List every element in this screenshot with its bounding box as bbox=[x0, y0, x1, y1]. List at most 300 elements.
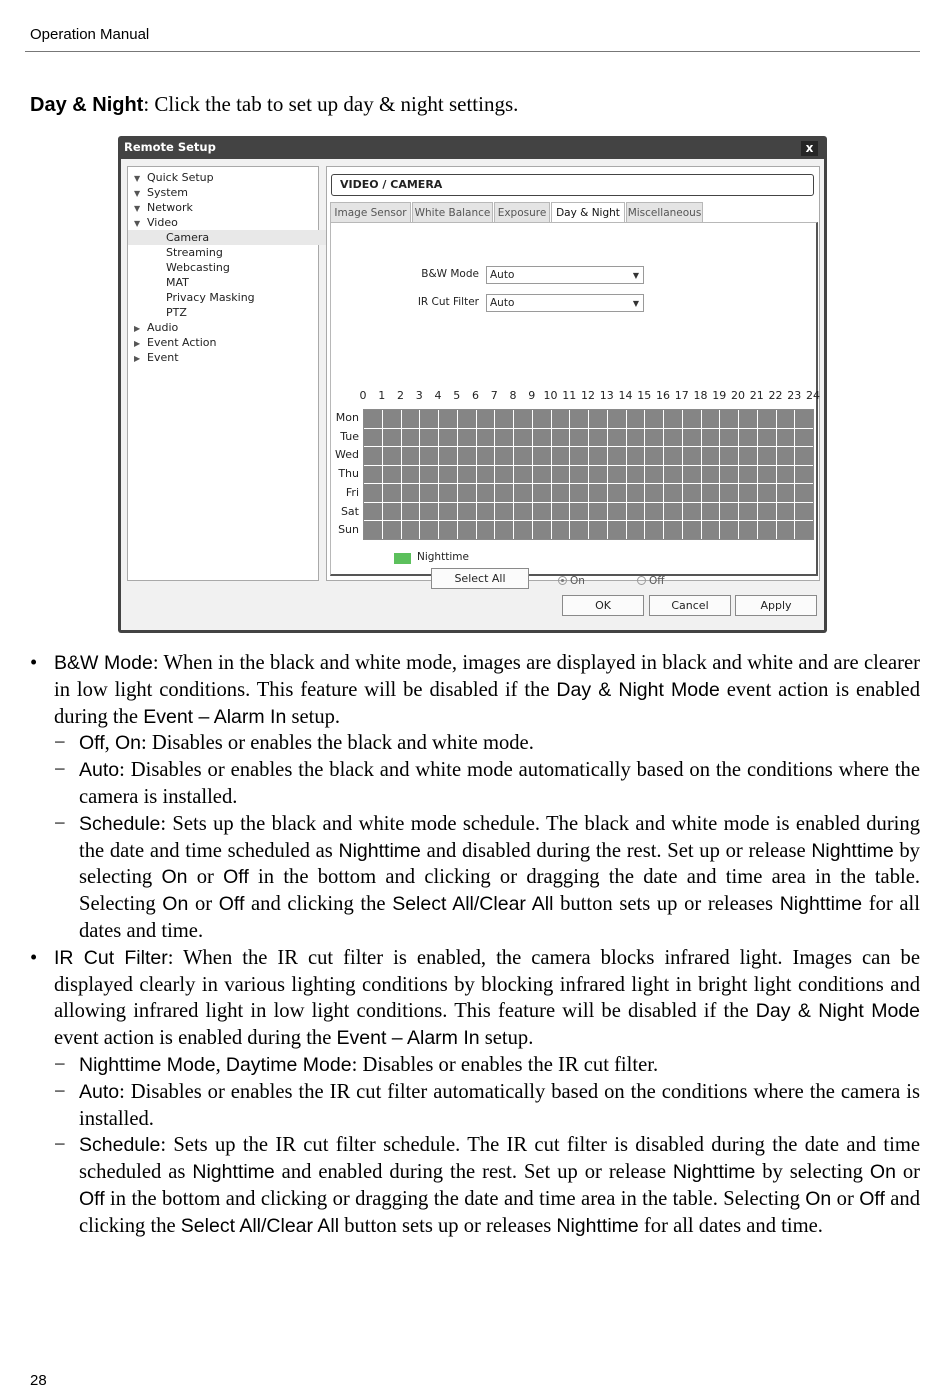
bw-sub3-on1: On bbox=[161, 866, 188, 889]
schedule-cell[interactable] bbox=[739, 429, 757, 447]
schedule-cell[interactable] bbox=[364, 429, 382, 447]
tree-item-streaming[interactable] bbox=[128, 245, 354, 260]
caret-right-icon: ▶ bbox=[134, 339, 141, 348]
schedule-cell[interactable] bbox=[739, 484, 757, 502]
schedule-cell[interactable] bbox=[758, 484, 776, 502]
schedule-cell[interactable] bbox=[645, 410, 663, 428]
ir-ref-event-alarm-in: Event – Alarm In bbox=[336, 1027, 480, 1050]
schedule-cell[interactable] bbox=[683, 466, 701, 484]
schedule-cell[interactable] bbox=[495, 521, 513, 539]
tree-item-label: Privacy Masking bbox=[166, 291, 255, 304]
schedule-cell[interactable] bbox=[608, 503, 626, 521]
schedule-cell[interactable] bbox=[495, 429, 513, 447]
day-label: Tue bbox=[340, 429, 359, 443]
schedule-cell[interactable] bbox=[683, 447, 701, 465]
schedule-cell[interactable] bbox=[795, 503, 813, 521]
day-label: Sat bbox=[340, 504, 359, 518]
schedule-cell[interactable] bbox=[758, 503, 776, 521]
hour-label: 2 bbox=[397, 389, 404, 402]
schedule-cell[interactable] bbox=[702, 429, 720, 447]
ir-sub3-t5: and clicking the bbox=[79, 1187, 920, 1237]
bw-mode-value: Auto bbox=[490, 269, 515, 281]
bw-sub3-nt2: Nighttime bbox=[811, 839, 894, 862]
schedule-cell[interactable] bbox=[383, 521, 401, 539]
schedule-cell[interactable] bbox=[495, 484, 513, 502]
schedule-cell[interactable] bbox=[364, 484, 382, 502]
schedule-cell[interactable] bbox=[608, 429, 626, 447]
schedule-cell[interactable] bbox=[739, 447, 757, 465]
hour-label: 4 bbox=[434, 389, 442, 402]
schedule-cell[interactable] bbox=[739, 466, 757, 484]
schedule-cell[interactable] bbox=[720, 484, 738, 502]
schedule-cell[interactable] bbox=[439, 503, 457, 521]
hour-label: 5 bbox=[453, 389, 461, 402]
tree-item-label: Event Action bbox=[147, 336, 217, 349]
schedule-cell[interactable] bbox=[795, 410, 813, 428]
schedule-cell[interactable] bbox=[420, 521, 438, 539]
schedule-cell[interactable] bbox=[758, 447, 776, 465]
bullet-mark: • bbox=[30, 652, 38, 674]
schedule-cell[interactable] bbox=[645, 521, 663, 539]
tab-white-balance[interactable]: White Balance bbox=[412, 202, 493, 223]
schedule-cell[interactable] bbox=[720, 410, 738, 428]
tree-item-video[interactable] bbox=[134, 215, 178, 230]
bw-sub1-text: : Disables or enables the black and white mode. bbox=[140, 732, 534, 755]
intro-term: Day & Night bbox=[30, 94, 144, 116]
schedule-cell[interactable] bbox=[758, 466, 776, 484]
schedule-cell[interactable] bbox=[777, 466, 795, 484]
bw-sub-off-on bbox=[30, 730, 920, 757]
ir-sub3-t1: : Sets up the IR cut filter schedule. The IR cut filter is disabled during the date and time scheduled as bbox=[79, 1134, 920, 1184]
schedule-cell[interactable] bbox=[627, 447, 645, 465]
schedule-cell[interactable] bbox=[608, 410, 626, 428]
schedule-cell[interactable] bbox=[458, 521, 476, 539]
schedule-cell[interactable] bbox=[795, 447, 813, 465]
ir-text-2: event action is enabled during the bbox=[54, 1027, 337, 1050]
hour-label: 19 bbox=[712, 389, 727, 402]
section-header bbox=[331, 174, 814, 196]
schedule-cell[interactable] bbox=[570, 429, 588, 447]
schedule-cell[interactable] bbox=[720, 466, 738, 484]
ir-sub3-select-all: Select All/Clear All bbox=[180, 1214, 340, 1237]
bw-sub3-or1: or bbox=[187, 866, 224, 889]
schedule-cell[interactable] bbox=[683, 521, 701, 539]
tab-exposure[interactable]: Exposure bbox=[494, 202, 550, 223]
schedule-cell[interactable] bbox=[364, 521, 382, 539]
schedule-cell[interactable] bbox=[570, 466, 588, 484]
schedule-cell[interactable] bbox=[627, 503, 645, 521]
tree-item-label: Webcasting bbox=[166, 261, 230, 274]
schedule-cell[interactable] bbox=[552, 447, 570, 465]
day-night-panel bbox=[330, 222, 820, 587]
schedule-cell[interactable] bbox=[495, 410, 513, 428]
schedule-cell[interactable] bbox=[439, 484, 457, 502]
schedule-cell[interactable] bbox=[458, 503, 476, 521]
schedule-cell[interactable] bbox=[795, 429, 813, 447]
hour-label: 23 bbox=[787, 389, 802, 402]
schedule-cell[interactable] bbox=[758, 521, 776, 539]
schedule-cell[interactable] bbox=[439, 521, 457, 539]
section-title: VIDEO / CAMERA bbox=[340, 178, 443, 191]
ir-sub3-term: Schedule bbox=[79, 1134, 161, 1157]
schedule-cell[interactable] bbox=[608, 484, 626, 502]
schedule-cell[interactable] bbox=[364, 503, 382, 521]
tree-item-event[interactable] bbox=[134, 350, 179, 365]
dash-mark: − bbox=[54, 812, 66, 835]
schedule-cell[interactable] bbox=[402, 521, 420, 539]
schedule-cell[interactable] bbox=[589, 429, 607, 447]
bw-sub2-text: : Disables or enables the black and white mode automatically based on the conditions where the camera is installed. bbox=[79, 759, 920, 808]
schedule-cell[interactable] bbox=[589, 503, 607, 521]
schedule-cell[interactable] bbox=[570, 484, 588, 502]
schedule-cell[interactable] bbox=[458, 410, 476, 428]
bw-sub3-t1: : Sets up the black and white mode schedule. The black and white mode is enabled during the date and time scheduled as bbox=[79, 812, 920, 862]
ir-cut-filter-paragraph bbox=[30, 945, 920, 1052]
body-text bbox=[30, 650, 920, 1240]
bw-sub3-on2: On bbox=[162, 893, 189, 916]
schedule-cell[interactable] bbox=[420, 429, 438, 447]
tree-item-label: MAT bbox=[166, 276, 189, 289]
tree-item-label: Camera bbox=[166, 231, 210, 244]
schedule-cell[interactable] bbox=[533, 521, 551, 539]
schedule-cell[interactable] bbox=[570, 410, 588, 428]
schedule-cell[interactable] bbox=[795, 521, 813, 539]
tree-item-webcasting[interactable] bbox=[128, 260, 354, 275]
schedule-cell[interactable] bbox=[458, 466, 476, 484]
tree-item-event-action[interactable] bbox=[134, 335, 216, 350]
schedule-cell[interactable] bbox=[420, 466, 438, 484]
remote-setup-dialog bbox=[118, 136, 827, 633]
tab-miscellaneous[interactable]: Miscellaneous bbox=[626, 202, 703, 223]
tab-image-sensor[interactable]: Image Sensor bbox=[330, 202, 411, 223]
tree-item-ptz[interactable] bbox=[128, 305, 354, 320]
schedule-cell[interactable] bbox=[683, 503, 701, 521]
schedule-cell[interactable] bbox=[402, 410, 420, 428]
schedule-cell[interactable] bbox=[514, 466, 532, 484]
schedule-cell[interactable] bbox=[589, 410, 607, 428]
schedule-cell[interactable] bbox=[627, 466, 645, 484]
header-divider bbox=[25, 51, 920, 52]
schedule-cell[interactable] bbox=[420, 484, 438, 502]
tree-item-mat[interactable] bbox=[128, 275, 354, 290]
hour-label: 18 bbox=[693, 389, 708, 402]
schedule-cell[interactable] bbox=[664, 503, 682, 521]
schedule-cell[interactable] bbox=[552, 429, 570, 447]
hour-label: 22 bbox=[768, 389, 783, 402]
schedule-cell[interactable] bbox=[514, 521, 532, 539]
schedule-cell[interactable] bbox=[589, 484, 607, 502]
dash-mark: − bbox=[54, 732, 66, 755]
schedule-cell[interactable] bbox=[439, 447, 457, 465]
bw-text-2: event action is enabled during the bbox=[54, 678, 920, 728]
schedule-cell[interactable] bbox=[702, 503, 720, 521]
ir-sub-schedule bbox=[30, 1132, 920, 1239]
schedule-cell[interactable] bbox=[477, 466, 495, 484]
schedule-cell[interactable] bbox=[402, 466, 420, 484]
schedule-cell[interactable] bbox=[739, 503, 757, 521]
schedule-cell[interactable] bbox=[795, 466, 813, 484]
bw-sub3-t5: and clicking the bbox=[244, 893, 393, 916]
schedule-cell[interactable] bbox=[720, 447, 738, 465]
schedule-cell[interactable] bbox=[795, 484, 813, 502]
schedule-cell[interactable] bbox=[477, 447, 495, 465]
ir-sub-modes bbox=[30, 1052, 920, 1079]
hour-label: 24 bbox=[806, 389, 820, 402]
schedule-cell[interactable] bbox=[439, 466, 457, 484]
schedule-cell[interactable] bbox=[702, 447, 720, 465]
schedule-cell[interactable] bbox=[514, 447, 532, 465]
schedule-cell[interactable] bbox=[664, 447, 682, 465]
nighttime-legend-label: Nighttime bbox=[417, 551, 469, 563]
schedule-cell[interactable] bbox=[552, 410, 570, 428]
schedule-cell[interactable] bbox=[627, 484, 645, 502]
ir-cut-filter-select[interactable] bbox=[486, 294, 644, 312]
schedule-cell[interactable] bbox=[570, 503, 588, 521]
schedule-cell[interactable] bbox=[364, 447, 382, 465]
close-icon[interactable]: x bbox=[801, 141, 818, 156]
schedule-cell[interactable] bbox=[777, 503, 795, 521]
ir-ref-day-night-mode: Day & Night Mode bbox=[755, 1000, 920, 1023]
tree-item-system[interactable] bbox=[134, 185, 188, 200]
schedule-cell[interactable] bbox=[552, 484, 570, 502]
schedule-cell[interactable] bbox=[383, 466, 401, 484]
bw-sub3-nt1: Nighttime bbox=[338, 839, 421, 862]
schedule-cell[interactable] bbox=[439, 410, 457, 428]
tree-item-label: Audio bbox=[147, 321, 179, 334]
schedule-cell[interactable] bbox=[758, 429, 776, 447]
schedule-cell[interactable] bbox=[552, 466, 570, 484]
schedule-cell[interactable] bbox=[420, 410, 438, 428]
schedule-cell[interactable] bbox=[702, 466, 720, 484]
schedule-cell[interactable] bbox=[458, 447, 476, 465]
hour-label: 13 bbox=[599, 389, 614, 402]
bw-sub3-off1: Off bbox=[223, 866, 249, 889]
bw-mode-term: B&W Mode bbox=[54, 652, 153, 674]
schedule-cell[interactable] bbox=[402, 484, 420, 502]
day-label: Fri bbox=[345, 485, 359, 499]
ir-text-3: setup. bbox=[479, 1027, 534, 1050]
bw-sub2-term: Auto bbox=[79, 759, 120, 782]
schedule-cell[interactable] bbox=[458, 429, 476, 447]
schedule-cell[interactable] bbox=[552, 521, 570, 539]
schedule-cell[interactable] bbox=[383, 484, 401, 502]
bw-sub-auto bbox=[30, 757, 920, 811]
schedule-cell[interactable] bbox=[645, 466, 663, 484]
schedule-cell[interactable] bbox=[720, 503, 738, 521]
intro-paragraph bbox=[30, 92, 518, 117]
schedule-cell[interactable] bbox=[383, 503, 401, 521]
schedule-cell[interactable] bbox=[777, 521, 795, 539]
ir-term: IR Cut Filter bbox=[54, 946, 168, 969]
bw-sub3-off2: Off bbox=[218, 893, 245, 916]
schedule-cell[interactable] bbox=[420, 447, 438, 465]
schedule-cell[interactable] bbox=[645, 503, 663, 521]
schedule-cell[interactable] bbox=[533, 466, 551, 484]
dash-mark: − bbox=[54, 1053, 66, 1076]
schedule-cell[interactable] bbox=[458, 484, 476, 502]
bw-ref-event-alarm-in: Event – Alarm In bbox=[143, 705, 287, 728]
tree-item-label: Video bbox=[147, 216, 178, 229]
schedule-cell[interactable] bbox=[758, 410, 776, 428]
schedule-cell[interactable] bbox=[514, 484, 532, 502]
caret-down-icon: ▼ bbox=[134, 204, 141, 213]
page-number: 28 bbox=[30, 1372, 47, 1389]
schedule-cell[interactable] bbox=[364, 410, 382, 428]
schedule-cell[interactable] bbox=[477, 484, 495, 502]
schedule-cell[interactable] bbox=[383, 410, 401, 428]
tree-item-network[interactable] bbox=[134, 200, 193, 215]
settings-tree bbox=[127, 166, 319, 581]
day-label: Thu bbox=[338, 467, 359, 481]
radio-off[interactable] bbox=[637, 575, 665, 587]
cancel-button[interactable]: Cancel bbox=[649, 595, 731, 616]
schedule-cell[interactable] bbox=[495, 447, 513, 465]
radio-on-icon bbox=[558, 576, 567, 585]
caret-down-icon: ▼ bbox=[134, 189, 141, 198]
bw-sub3-nt3: Nighttime bbox=[779, 893, 863, 916]
caret-right-icon: ▶ bbox=[134, 324, 141, 333]
tree-item-camera[interactable] bbox=[128, 230, 354, 245]
ir-sub3-on1: On bbox=[869, 1161, 896, 1184]
hour-label: 0 bbox=[359, 389, 367, 402]
schedule-cell[interactable] bbox=[477, 521, 495, 539]
schedule-cell[interactable] bbox=[514, 410, 532, 428]
schedule-cell[interactable] bbox=[720, 521, 738, 539]
schedule-cell[interactable] bbox=[589, 466, 607, 484]
select-all-button[interactable]: Select All bbox=[431, 568, 529, 589]
schedule-cell[interactable] bbox=[477, 429, 495, 447]
schedule-cell[interactable] bbox=[645, 429, 663, 447]
nighttime-legend-swatch bbox=[394, 553, 411, 564]
tree-item-quick-setup[interactable] bbox=[134, 170, 214, 185]
schedule-cell[interactable] bbox=[533, 429, 551, 447]
schedule-cell[interactable] bbox=[364, 466, 382, 484]
schedule-cell[interactable] bbox=[702, 410, 720, 428]
schedule-cell[interactable] bbox=[533, 503, 551, 521]
schedule-cell[interactable] bbox=[627, 410, 645, 428]
schedule-cell[interactable] bbox=[664, 429, 682, 447]
schedule-cell[interactable] bbox=[683, 410, 701, 428]
schedule-cell[interactable] bbox=[777, 484, 795, 502]
schedule-cell[interactable] bbox=[495, 503, 513, 521]
schedule-cell[interactable] bbox=[533, 484, 551, 502]
tab-day-night[interactable]: Day & Night bbox=[551, 202, 625, 223]
tree-item-label: Event bbox=[147, 351, 179, 364]
ir-sub3-nt1: Nighttime bbox=[192, 1161, 275, 1184]
schedule-cell[interactable] bbox=[664, 521, 682, 539]
schedule-cell[interactable] bbox=[683, 484, 701, 502]
schedule-cell[interactable] bbox=[420, 503, 438, 521]
schedule-cell[interactable] bbox=[627, 521, 645, 539]
day-label: Sun bbox=[338, 523, 359, 537]
schedule-cell[interactable] bbox=[589, 521, 607, 539]
tab-bar bbox=[330, 202, 818, 223]
day-label: Wed bbox=[335, 448, 359, 462]
schedule-cell[interactable] bbox=[589, 447, 607, 465]
ir-sub1-term2: Daytime Mode bbox=[225, 1053, 352, 1076]
bw-sub3-t3: by selecting bbox=[79, 839, 920, 889]
schedule-cell[interactable] bbox=[608, 447, 626, 465]
schedule-cell[interactable] bbox=[664, 410, 682, 428]
bw-mode-label: B&W Mode bbox=[421, 268, 479, 280]
schedule-cell[interactable] bbox=[645, 447, 663, 465]
caret-down-icon: ▼ bbox=[134, 219, 141, 228]
schedule-cell[interactable] bbox=[402, 503, 420, 521]
ir-sub3-off1: Off bbox=[79, 1187, 105, 1210]
schedule-cell[interactable] bbox=[552, 503, 570, 521]
ir-cut-filter-value: Auto bbox=[490, 297, 515, 309]
schedule-cell[interactable] bbox=[477, 410, 495, 428]
schedule-cell[interactable] bbox=[514, 429, 532, 447]
running-header: Operation Manual bbox=[30, 26, 150, 43]
schedule-grid[interactable] bbox=[363, 409, 814, 540]
tree-item-privacy-masking[interactable] bbox=[128, 290, 354, 305]
ir-sub2-text: : Disables or enables the IR cut filter automatically based on the conditions where the camera is installed. bbox=[79, 1080, 920, 1130]
schedule-cell[interactable] bbox=[702, 521, 720, 539]
ir-sub3-nt3: Nighttime bbox=[556, 1214, 639, 1237]
tree-item-audio[interactable] bbox=[134, 320, 178, 335]
schedule-cell[interactable] bbox=[533, 410, 551, 428]
ir-sub-auto bbox=[30, 1079, 920, 1133]
caret-down-icon: ▼ bbox=[134, 174, 141, 183]
schedule-cell[interactable] bbox=[608, 466, 626, 484]
bw-mode-select[interactable] bbox=[486, 266, 644, 284]
ir-sub3-t2: and enabled during the rest. Set up or release bbox=[274, 1161, 673, 1184]
schedule-cell[interactable] bbox=[514, 503, 532, 521]
schedule-cell[interactable] bbox=[495, 466, 513, 484]
schedule-cell[interactable] bbox=[477, 503, 495, 521]
schedule-cell[interactable] bbox=[777, 447, 795, 465]
schedule-cell[interactable] bbox=[570, 521, 588, 539]
schedule-cell[interactable] bbox=[627, 429, 645, 447]
schedule-cell[interactable] bbox=[664, 466, 682, 484]
ir-sub3-t4: in the bottom and clicking or dragging the date and time area in the table. Selecting bbox=[104, 1187, 806, 1210]
radio-on[interactable] bbox=[558, 575, 585, 587]
schedule-cell[interactable] bbox=[533, 447, 551, 465]
schedule-cell[interactable] bbox=[439, 429, 457, 447]
schedule-cell[interactable] bbox=[720, 429, 738, 447]
schedule-cell[interactable] bbox=[402, 447, 420, 465]
schedule-cell[interactable] bbox=[664, 484, 682, 502]
radio-off-icon bbox=[637, 576, 646, 585]
intro-text: : Click the tab to set up day & night settings. bbox=[143, 92, 519, 116]
bw-sub1-term: Off bbox=[79, 732, 105, 755]
ir-sub3-or1: or bbox=[895, 1161, 921, 1184]
hour-label: 1 bbox=[378, 389, 386, 402]
schedule-cell[interactable] bbox=[683, 429, 701, 447]
bw-sub3-t6: button sets up or releases bbox=[553, 893, 780, 916]
schedule-cell[interactable] bbox=[739, 521, 757, 539]
ir-cut-filter-label: IR Cut Filter bbox=[417, 296, 479, 308]
schedule-cell[interactable] bbox=[645, 484, 663, 502]
schedule-cell[interactable] bbox=[777, 429, 795, 447]
caret-right-icon: ▶ bbox=[134, 354, 141, 363]
chevron-down-icon: ▼ bbox=[632, 299, 639, 308]
schedule-cell[interactable] bbox=[570, 447, 588, 465]
apply-button[interactable]: Apply bbox=[735, 595, 817, 616]
bw-sub3-t2: and disabled during the rest. Set up or release bbox=[420, 839, 812, 862]
schedule-cell[interactable] bbox=[777, 410, 795, 428]
hour-label: 16 bbox=[656, 389, 670, 402]
schedule-cell[interactable] bbox=[383, 447, 401, 465]
schedule-cell[interactable] bbox=[608, 521, 626, 539]
schedule-cell[interactable] bbox=[402, 429, 420, 447]
schedule-cell[interactable] bbox=[383, 429, 401, 447]
schedule-cell[interactable] bbox=[702, 484, 720, 502]
schedule-cell[interactable] bbox=[739, 410, 757, 428]
ok-button[interactable]: OK bbox=[562, 595, 644, 616]
hour-label: 9 bbox=[528, 389, 536, 402]
